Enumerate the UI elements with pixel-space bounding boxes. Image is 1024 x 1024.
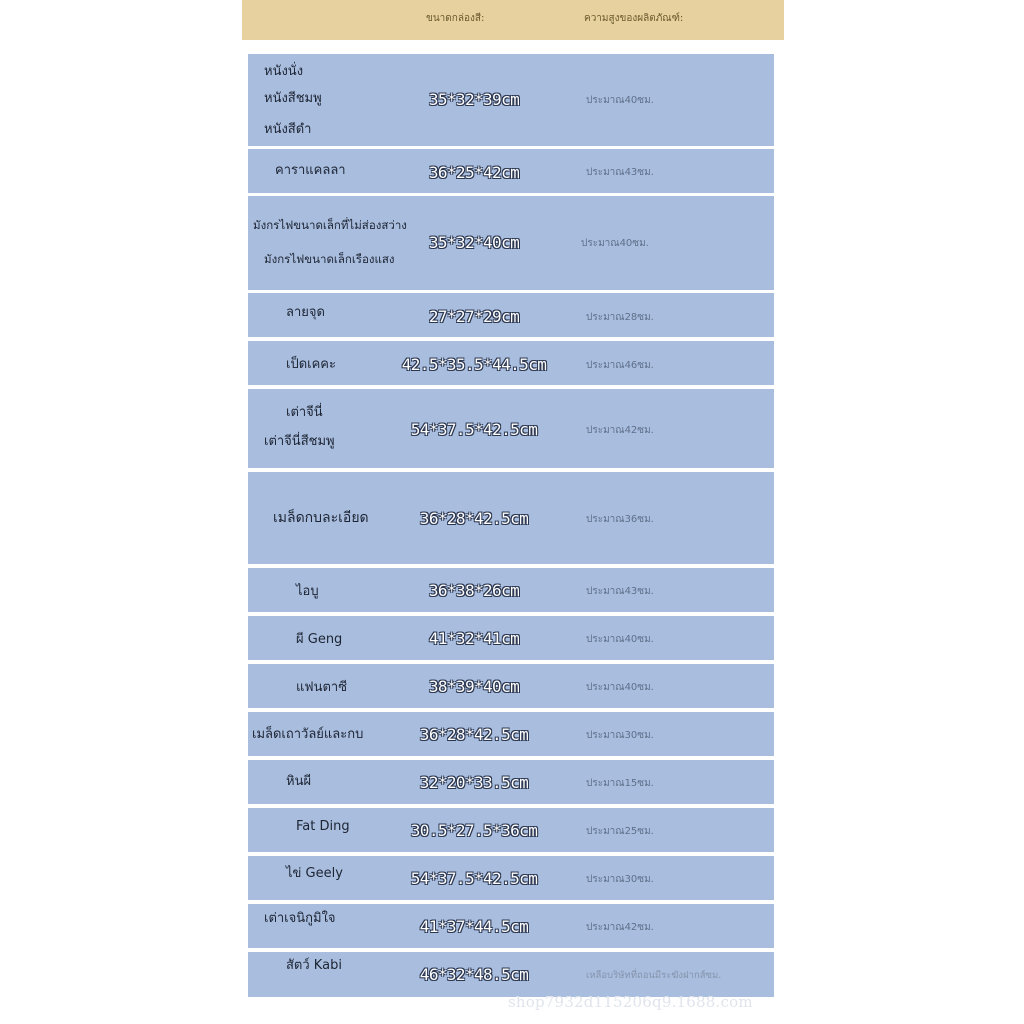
table-row xyxy=(248,54,774,146)
product-name: หนังสีดำ xyxy=(264,122,312,137)
product-name: เมล็ดเถาวัลย์และกบ xyxy=(252,727,364,742)
box-size-value: 36*38*26cm xyxy=(428,581,520,600)
product-name: มังกรไฟขนาดเล็กที่ไม่ส่องสว่าง xyxy=(253,218,407,232)
table-row xyxy=(248,904,774,948)
box-size-value: 46*32*48.5cm xyxy=(419,965,529,984)
product-name: เต่าจีนี่ xyxy=(286,405,323,420)
product-name: เต่าเจนิกูมิใจ xyxy=(264,911,336,926)
shop-watermark: shop7932d115206q9.1688.com xyxy=(508,993,753,1011)
box-size-value: 30.5*27.5*36cm xyxy=(410,821,538,840)
product-height-value: ประมาณ40ซม. xyxy=(581,238,649,249)
product-height-header: ความสูงของผลิตภัณฑ์: xyxy=(584,13,684,24)
box-size-value: 35*32*39cm xyxy=(428,90,520,109)
box-size-header: ขนาดกล่องสี: xyxy=(426,13,485,24)
product-height-value: ประมาณ46ซม. xyxy=(586,360,654,371)
product-name: หนังนั่ง xyxy=(264,64,304,79)
product-height-value: ประมาณ42ซม. xyxy=(586,425,654,436)
product-height-value: ประมาณ43ซม. xyxy=(586,586,654,597)
product-name: หนังสีชมพู xyxy=(264,91,322,106)
product-name: สัตว์ Kabi xyxy=(286,958,342,973)
product-height-value: ประมาณ30ซม. xyxy=(586,730,654,741)
table-row xyxy=(248,196,774,290)
table-row xyxy=(248,472,774,564)
table-row xyxy=(248,293,774,337)
product-name: Fat Ding xyxy=(296,819,350,834)
product-height-value: ประมาณ40ซม. xyxy=(586,682,654,693)
product-name: เต่าจีนี่สีชมพู xyxy=(264,434,335,449)
product-height-value: ประมาณ40ซม. xyxy=(586,95,654,106)
product-height-value: ประมาณ40ซม. xyxy=(586,634,654,645)
table-row xyxy=(248,389,774,468)
product-name: มังกรไฟขนาดเล็กเรืองแสง xyxy=(264,252,395,266)
box-size-value: 36*25*42cm xyxy=(428,163,520,182)
product-name: คาราแคลลา xyxy=(275,163,346,178)
product-height-value: ประมาณ15ซม. xyxy=(586,778,654,789)
product-height-value: ประมาณ42ซม. xyxy=(586,922,654,933)
box-size-value: 54*37.5*42.5cm xyxy=(410,869,538,888)
product-name: ผี Geng xyxy=(296,632,343,647)
table-row xyxy=(248,952,774,997)
table-row xyxy=(248,712,774,756)
box-size-value: 32*20*33.5cm xyxy=(419,773,529,792)
product-height-value: ประมาณ30ซม. xyxy=(586,874,654,885)
product-name: ไอบู xyxy=(296,584,319,599)
product-name: เมล็ดกบละเอียด xyxy=(273,510,369,526)
size-chart-sheet xyxy=(242,0,784,1000)
box-size-value: 41*32*41cm xyxy=(428,629,520,648)
box-size-value: 27*27*29cm xyxy=(428,307,520,326)
product-name: หินผี xyxy=(286,774,312,789)
box-size-value: 54*37.5*42.5cm xyxy=(410,420,538,439)
product-height-value: ประมาณ36ซม. xyxy=(586,514,654,525)
table-header xyxy=(242,0,784,40)
table-row xyxy=(248,664,774,708)
table-row xyxy=(248,856,774,900)
table-row xyxy=(248,341,774,385)
box-size-value: 38*39*40cm xyxy=(428,677,520,696)
product-name: ไข่ Geely xyxy=(286,866,343,881)
product-name: ลายจุด xyxy=(286,305,325,320)
box-size-value: 36*28*42.5cm xyxy=(419,725,529,744)
table-row xyxy=(248,149,774,193)
product-name: แฟนตาซี xyxy=(296,680,348,695)
table-row xyxy=(248,808,774,852)
product-height-value: ประมาณ25ซม. xyxy=(586,826,654,837)
product-height-value: ประมาณ28ซม. xyxy=(586,312,654,323)
product-height-value: เหลือบริษัทที่ถอนมีระฆังฝากส์ซม. xyxy=(586,970,722,981)
table-row xyxy=(248,760,774,804)
table-row xyxy=(248,568,774,612)
box-size-value: 41*37*44.5cm xyxy=(419,917,529,936)
product-height-value: ประมาณ43ซม. xyxy=(586,167,654,178)
box-size-value: 36*28*42.5cm xyxy=(419,509,529,528)
table-row xyxy=(248,616,774,660)
product-name: เป็ดเคคะ xyxy=(286,357,336,372)
box-size-value: 35*32*40cm xyxy=(428,233,520,252)
box-size-value: 42.5*35.5*44.5cm xyxy=(401,355,547,374)
